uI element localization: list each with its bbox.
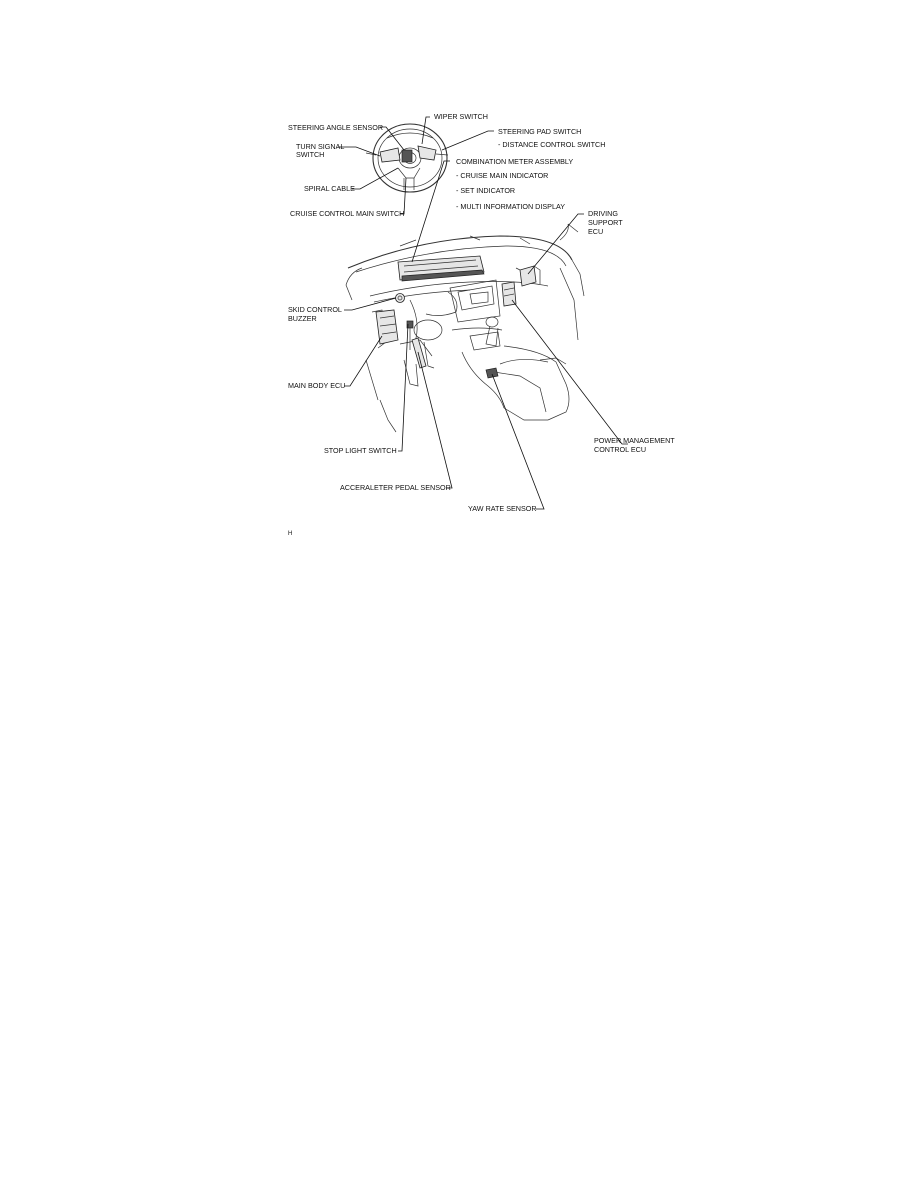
steering-wheel-illustration: [366, 124, 448, 192]
leader-accelerator-pedal-sensor: [418, 352, 452, 488]
leader-main-body-ecu: [344, 336, 382, 386]
leader-power-management-ecu: [512, 300, 628, 444]
leader-driving-support-ecu: [528, 214, 584, 274]
label-turn-signal-line2: SWITCH: [296, 150, 325, 159]
label-stop-light-switch: STOP LIGHT SWITCH: [324, 446, 397, 455]
leader-wiper-switch: [422, 117, 430, 144]
label-power-management-line2: CONTROL ECU: [594, 445, 647, 454]
callout-labels: [288, 112, 675, 537]
leader-steering-pad-switch: [442, 131, 494, 150]
label-combination-meter-assembly: COMBINATION METER ASSEMBLY: [456, 157, 574, 166]
label-set-indicator: - SET INDICATOR: [456, 186, 516, 195]
label-steering-pad-switch: STEERING PAD SWITCH: [498, 127, 582, 136]
label-power-management-line1: POWER MANAGEMENT: [594, 436, 675, 445]
label-wiper-switch: WIPER SWITCH: [434, 112, 488, 121]
label-multi-information-display: - MULTI INFORMATION DISPLAY: [456, 202, 566, 211]
leader-yaw-rate-sensor: [492, 374, 544, 509]
label-driving-support-line1: DRIVING: [588, 209, 618, 218]
label-main-body-ecu: MAIN BODY ECU: [288, 381, 346, 390]
label-distance-control-switch: - DISTANCE CONTROL SWITCH: [498, 140, 606, 149]
label-cruise-control-main-switch: CRUISE CONTROL MAIN SWITCH: [290, 209, 405, 218]
figure-code: H: [288, 531, 293, 537]
label-accelerator-pedal-sensor: ACCERALETER PEDAL SENSOR: [340, 483, 451, 492]
label-skid-control-line1: SKID CONTROL: [288, 305, 342, 314]
dashboard-illustration: [346, 224, 584, 432]
label-driving-support-line3: ECU: [588, 227, 604, 236]
leader-spiral-cable: [352, 168, 398, 189]
label-cruise-main-indicator: - CRUISE MAIN INDICATOR: [456, 171, 549, 180]
label-skid-control-line2: BUZZER: [288, 314, 317, 323]
leader-combination-meter: [412, 161, 450, 262]
label-turn-signal-line1: TURN SIGNAL: [296, 142, 345, 151]
label-yaw-rate-sensor: YAW RATE SENSOR: [468, 504, 537, 513]
label-driving-support-line2: SUPPORT: [588, 218, 623, 227]
label-steering-angle-sensor: STEERING ANGLE SENSOR: [288, 123, 384, 132]
label-spiral-cable: SPIRAL CABLE: [304, 184, 355, 193]
